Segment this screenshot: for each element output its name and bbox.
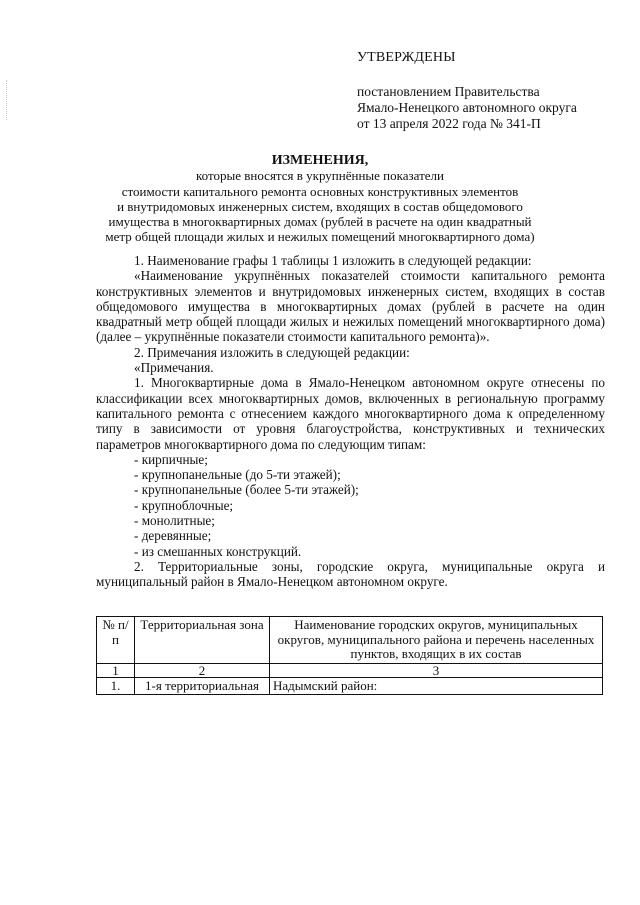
scan-margin-marks [6, 80, 9, 120]
zones-table [96, 616, 603, 695]
heading-line: которые вносятся в укрупнённые показатели [196, 168, 444, 184]
table-column-numbers-row [97, 663, 603, 677]
header-cell-number: № п/п [97, 617, 135, 664]
column-number-cell: 3 [270, 663, 603, 677]
header-cell-zone: Территориальная зона [135, 617, 270, 664]
approval-line: постановлением Правительства [357, 84, 540, 99]
heading-line: метр общей площади жилых и нежилых помещений многоквартирного дома) [105, 229, 535, 245]
list-item: - крупноблочные; [134, 497, 234, 513]
list-item: - из смешанных конструкций. [134, 543, 302, 559]
column-number-cell: 1 [97, 663, 135, 677]
heading-line: и внутридомовых инженерных систем, входящих в состав общедомового [117, 198, 523, 214]
list-item: - монолитные; [134, 513, 215, 529]
list-item: - кирпичные; [134, 451, 208, 467]
paragraph: 1. Наименование графы 1 таблицы 1 изложить в следующей редакции: [134, 253, 532, 268]
heading-line: стоимости капитального ремонта основных конструктивных элементов [121, 183, 519, 199]
document-body [96, 253, 605, 590]
paragraph: «Наименование укрупнённых показателей стоимости капитального ремонта конструктивных элементов и внутридомовых инженерных систем, входящих в состав общедомового имущества в многоквартирных домах (рублей в расчете на один квадратный метр общей площади жилых и нежилых помещений многоквартирного дома) (далее – укрупнённые показатели стоимости капитального ремонта)». [96, 268, 605, 345]
paragraph: «Примечания. [134, 360, 214, 376]
table-cell: 1. [97, 677, 135, 695]
paragraph: 2. Примечания изложить в следующей редакции: [134, 344, 410, 360]
paragraph: 1. Многоквартирные дома в Ямало-Ненецком автономном округе отнесены по классификации всех многоквартирных домов, включенных в региональную программу капитального ремонта с отнесением каждого многоквартирного дома к определенному типу в зависимости от уровня благоустройства, конструктивных и технических параметров многоквартирного дома по следующим типам: [96, 375, 605, 452]
table-cell: Надымский район: [270, 677, 603, 695]
list-item: - крупнопанельные (до 5-ти этажей); [134, 467, 341, 483]
header-cell-names: Наименование городских округов, муниципальных округов, муниципального района и перечень населенных пунктов, входящих в их состав [270, 617, 603, 664]
column-number-cell: 2 [135, 663, 270, 677]
document-heading [90, 153, 550, 245]
table-cell: 1-я территориальная [135, 677, 270, 695]
list-item: - деревянные; [134, 528, 212, 544]
list-item: - крупнопанельные (более 5-ти этажей); [134, 482, 359, 498]
heading-line: имущества в многоквартирных домах (рублей в расчете на один квадратный [108, 214, 532, 230]
approval-stamp [357, 50, 627, 132]
approval-line: Ямало-Ненецкого автономного округа [357, 100, 577, 115]
paragraph: 2. Территориальные зоны, городские округа, муниципальные округа и муниципальный район в Ямало-Ненецком автономном округе. [96, 558, 605, 590]
approval-line: от 13 апреля 2022 года № 341-П [357, 116, 541, 131]
table-header-row [97, 617, 603, 664]
heading-title: ИЗМЕНЕНИЯ, [271, 153, 369, 168]
table-row [97, 677, 603, 695]
approval-title: УТВЕРЖДЕНЫ [357, 50, 456, 65]
